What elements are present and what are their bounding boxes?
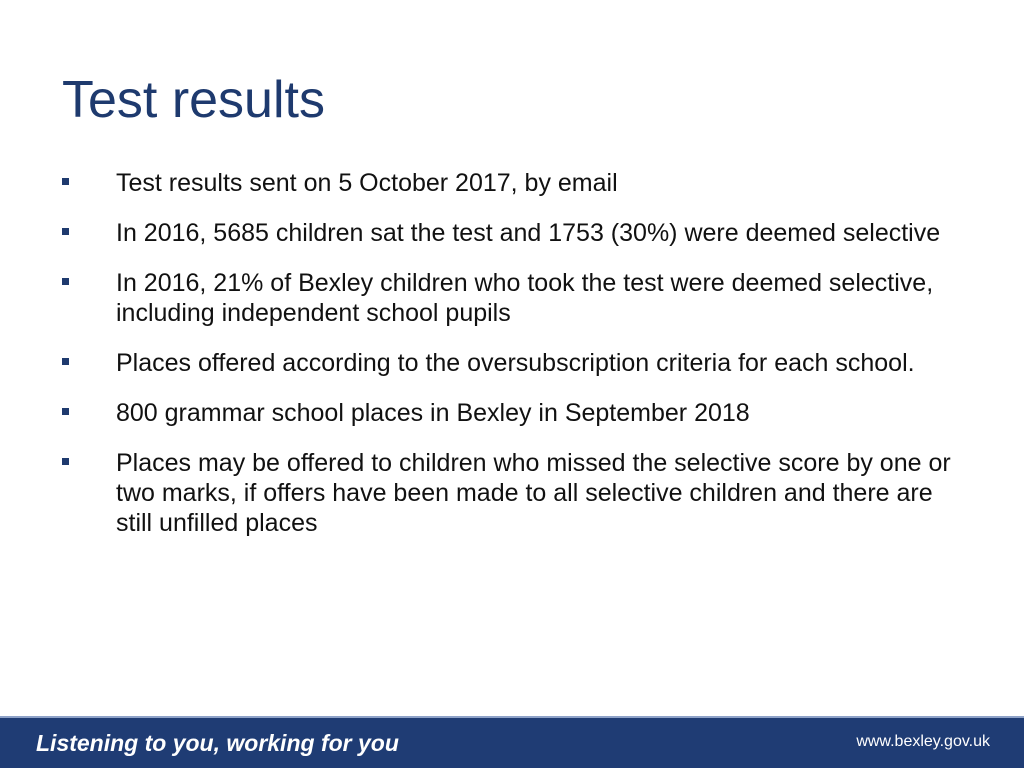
bullet-item (60, 268, 960, 328)
footer-slogan: Listening to you, working for you (36, 730, 399, 756)
bullet-text: Test results sent on 5 October 2017, by email (116, 169, 618, 197)
bullet-item (60, 218, 960, 248)
footer-bar (0, 716, 1024, 768)
square-bullet-icon (60, 218, 116, 248)
square-bullet-icon (60, 398, 116, 428)
bullet-text: Places may be offered to children who missed the selective score by one or two marks, if offers have been made to all selective children and there are still unfilled places (116, 449, 951, 537)
bullet-text: In 2016, 5685 children sat the test and 1753 (30%) were deemed selective (116, 219, 941, 247)
bullet-text: Places offered according to the oversubscription criteria for each school. (116, 349, 915, 377)
slide-title: Test results (62, 71, 325, 129)
bullet-text: In 2016, 21% of Bexley children who took the test were deemed selective, including independent school pupils (116, 269, 934, 327)
bullet-list (60, 168, 960, 558)
bullet-text: 800 grammar school places in Bexley in September 2018 (116, 399, 750, 427)
footer-url-link[interactable]: www.bexley.gov.uk (856, 733, 990, 750)
square-bullet-icon (60, 268, 116, 298)
bullet-item (60, 348, 960, 378)
square-bullet-icon (60, 448, 116, 478)
square-bullet-icon (60, 348, 116, 378)
square-bullet-icon (60, 168, 116, 198)
bullet-item (60, 398, 960, 428)
bullet-item (60, 448, 960, 538)
bullet-item (60, 168, 960, 198)
